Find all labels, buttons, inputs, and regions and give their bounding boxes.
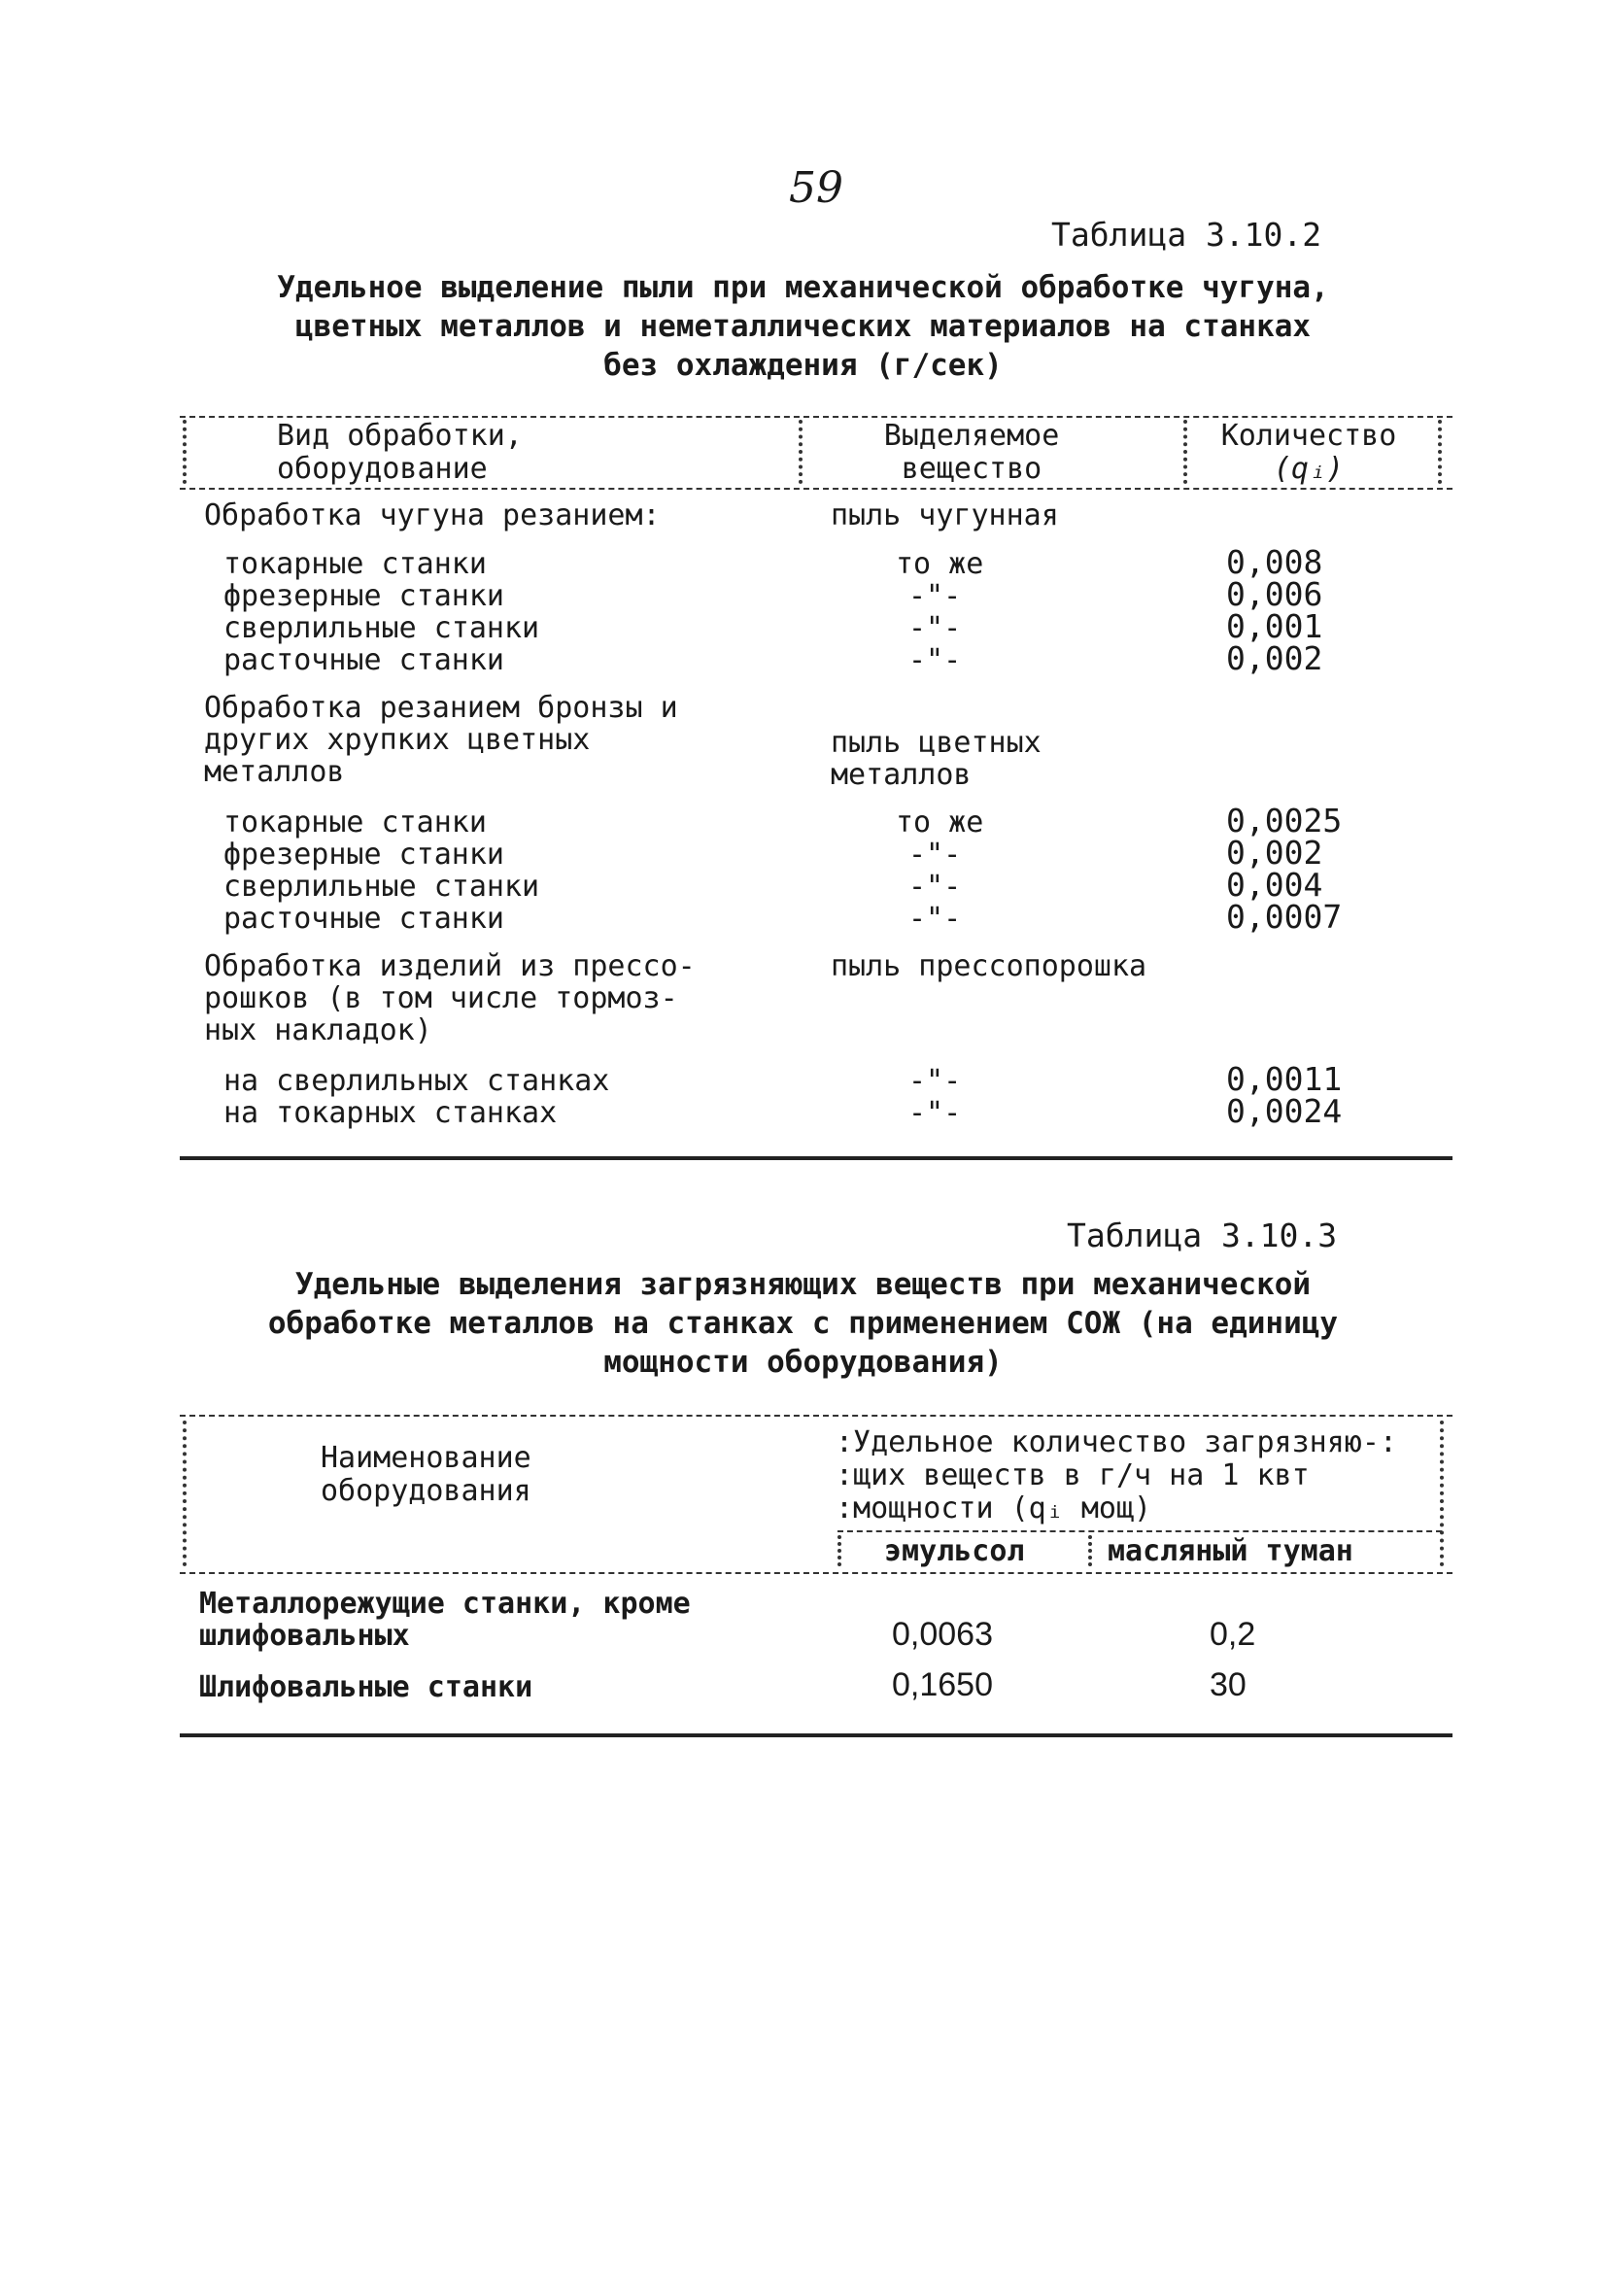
table2-col-divider — [837, 1535, 841, 1566]
table1-left-border — [183, 420, 187, 484]
table2-label: Таблица 3.10.3 — [1067, 1217, 1338, 1254]
table2-header-col1 — [321, 1442, 531, 1508]
row-emulsol: 0,0063 — [892, 1616, 993, 1653]
row-name: расточные станки — [223, 643, 504, 677]
row-name: на токарных станках — [223, 1096, 558, 1130]
group-substance: пыль прессопорошка — [831, 949, 1147, 983]
table1-top-rule — [180, 416, 1452, 418]
table2-header-rule — [180, 1572, 1452, 1574]
table2-header-group — [836, 1426, 1397, 1525]
row-substance: -"- — [908, 1096, 962, 1130]
row-value: 0,004 — [1226, 866, 1323, 904]
row-name: фрезерные станки — [223, 579, 504, 613]
table2-top-rule — [180, 1415, 1452, 1417]
row-emulsol: 0,1650 — [892, 1666, 993, 1703]
row-substance: -"- — [908, 643, 962, 677]
header-text: вещество — [901, 452, 1042, 486]
row-value: 0,0025 — [1226, 802, 1343, 840]
table1-label: Таблица 3.10.2 — [1051, 216, 1322, 254]
table2-title — [155, 1265, 1451, 1382]
header-text: :мощности (qᵢ мощ) — [836, 1491, 1152, 1525]
header-text: оборудование — [277, 452, 488, 486]
table1-title-line: цветных металлов и неметаллических материалов на станках — [294, 309, 1312, 344]
row-value: 0,008 — [1226, 543, 1323, 581]
row-value: 0,002 — [1226, 834, 1323, 872]
table1-title-line: Удельное выделение пыли при механической обработке чугуна, — [277, 270, 1329, 305]
row-name: расточные станки — [223, 902, 504, 936]
table2-title-line: обработке металлов на станках с применением СОЖ (на единицу — [267, 1306, 1339, 1341]
group-title: Обработка изделий из прессо- — [204, 949, 696, 983]
group-substance: металлов — [831, 758, 972, 792]
group-title: Обработка чугуна резанием: — [204, 498, 661, 532]
row-value: 0,002 — [1226, 639, 1323, 677]
table2-title-line: мощности оборудования) — [603, 1345, 1003, 1380]
header-text: :Удельное количество загрязняю-: — [836, 1425, 1397, 1459]
row-substance: -"- — [908, 838, 962, 872]
page-number: 59 — [789, 163, 843, 213]
group-title: ных накладок) — [204, 1013, 432, 1047]
group-title: металлов — [204, 755, 345, 789]
row-substance: -"- — [908, 870, 962, 904]
table1-header-col1 — [277, 420, 523, 486]
row-name: сверлильные станки — [223, 611, 540, 645]
row-value: 0,0024 — [1226, 1092, 1343, 1130]
header-text: Наименование — [321, 1441, 531, 1475]
row-oil-mist: 0,2 — [1210, 1616, 1256, 1653]
row-name: токарные станки — [223, 547, 487, 581]
group-title: Обработка резанием бронзы и — [204, 691, 678, 725]
table2-subheader-emulsol: эмульсол — [884, 1534, 1025, 1568]
table2-left-border — [183, 1421, 187, 1566]
row-value: 0,006 — [1226, 575, 1323, 613]
header-text: Количество — [1220, 419, 1397, 453]
table2-col-divider — [1088, 1535, 1092, 1566]
row-value: 0,0007 — [1226, 898, 1343, 936]
row-substance: то же — [896, 547, 984, 581]
table2-subheader-rule — [837, 1530, 1442, 1532]
table2-bottom-rule — [180, 1733, 1452, 1737]
row-name: токарные станки — [223, 805, 487, 840]
row-value: 0,001 — [1226, 607, 1323, 645]
row-value: 0,0011 — [1226, 1060, 1343, 1098]
row-name: шлифовальных — [199, 1619, 410, 1653]
row-substance: -"- — [908, 1064, 962, 1098]
table1-header-col2 — [855, 420, 1088, 486]
table1-bottom-rule — [180, 1156, 1452, 1160]
table1-col-divider — [1183, 420, 1187, 484]
row-substance: -"- — [908, 579, 962, 613]
header-text: Вид обработки, — [277, 419, 523, 453]
table2-subheader-oil-mist: масляный туман — [1108, 1534, 1353, 1568]
table1-title — [155, 268, 1451, 385]
row-substance: то же — [896, 805, 984, 840]
row-name: на сверлильных станках — [223, 1064, 610, 1098]
header-text: Выделяемое — [883, 419, 1060, 453]
group-substance: пыль цветных — [831, 726, 1042, 760]
header-text: :щих веществ в г/ч на 1 квт — [836, 1458, 1310, 1492]
group-title: других хрупких цветных — [204, 723, 591, 757]
row-name: сверлильные станки — [223, 870, 540, 904]
header-text: оборудования — [321, 1474, 531, 1508]
table1-header-rule — [180, 488, 1452, 490]
table2-title-line: Удельные выделения загрязняющих веществ при механической — [294, 1267, 1312, 1302]
row-name: Шлифовальные станки — [199, 1670, 533, 1704]
table1-right-border — [1438, 420, 1442, 484]
row-substance: -"- — [908, 611, 962, 645]
table1-header-col3 — [1197, 420, 1420, 486]
row-substance: -"- — [908, 902, 962, 936]
group-title: рошков (в том числе тормоз- — [204, 981, 678, 1015]
table1-title-line: без охлаждения (г/сек) — [603, 348, 1003, 383]
table2-right-border — [1440, 1421, 1444, 1566]
header-text: (qᵢ) — [1273, 452, 1345, 486]
group-substance: пыль чугунная — [831, 498, 1059, 532]
row-oil-mist: 30 — [1210, 1666, 1247, 1703]
row-name: фрезерные станки — [223, 838, 504, 872]
table1-col-divider — [799, 420, 803, 484]
row-name: Металлорежущие станки, кроме — [199, 1587, 691, 1621]
